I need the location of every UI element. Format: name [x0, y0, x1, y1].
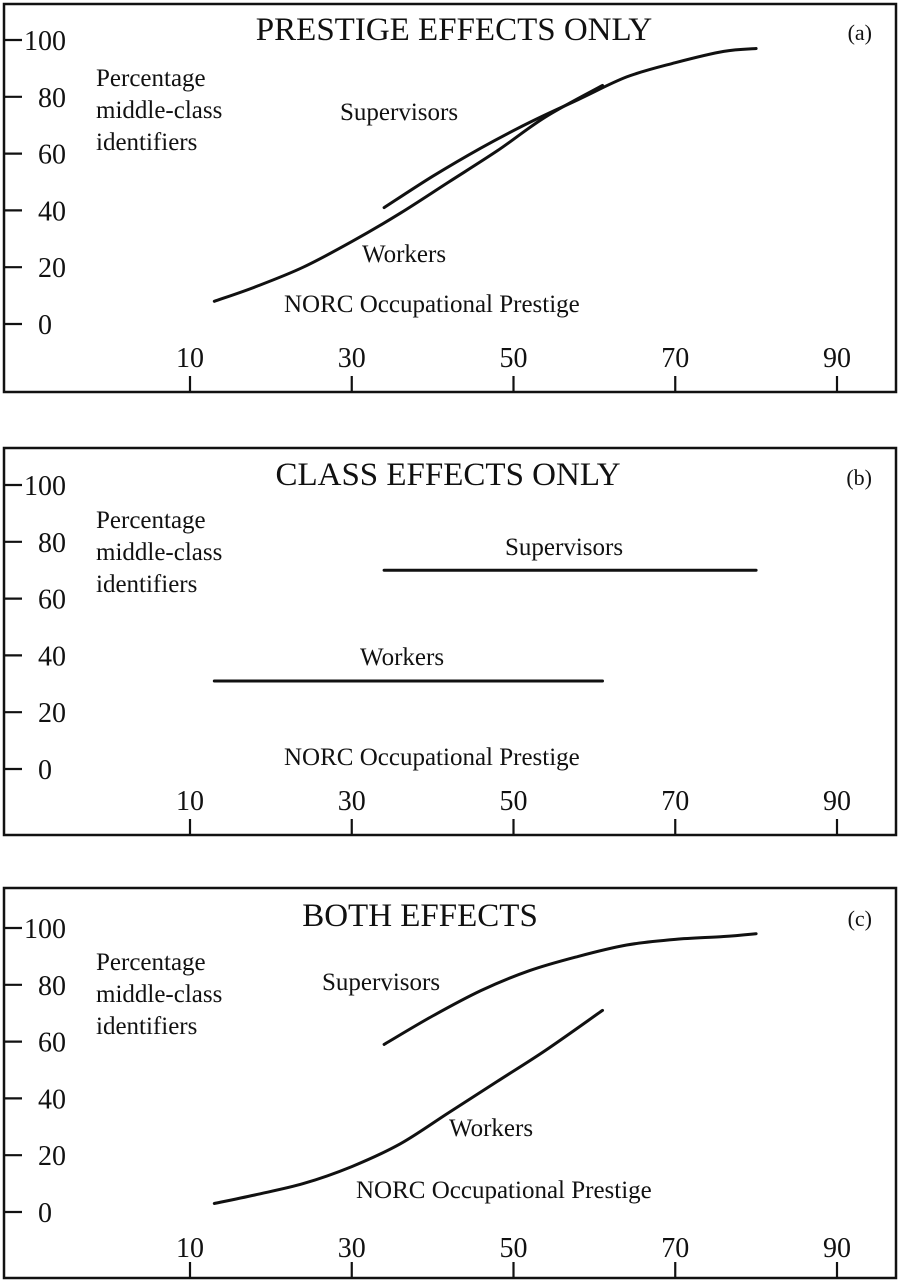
x-axis-label: NORC Occupational Prestige: [284, 291, 580, 318]
y-tick-label: 0: [38, 310, 52, 341]
y-axis-label: identifiers: [96, 1013, 198, 1040]
x-tick-label: 50: [499, 343, 528, 374]
y-tick-label: 0: [38, 1198, 52, 1229]
chart-panel-b: [4, 448, 896, 835]
y-axis-label: middle-class: [96, 981, 223, 1008]
y-tick-label: 60: [38, 139, 66, 171]
chart-title: BOTH EFFECTS: [302, 898, 538, 934]
panel-label: (a): [847, 20, 872, 45]
y-tick-label: 40: [38, 641, 66, 673]
y-axis-label: Percentage: [96, 949, 206, 976]
y-axis-label: identifiers: [96, 571, 198, 598]
y-axis-label: Percentage: [96, 507, 206, 534]
x-tick-label: 50: [499, 786, 528, 817]
y-axis-label: middle-class: [96, 97, 223, 124]
x-tick-label: 30: [337, 786, 366, 817]
y-axis-label: Percentage: [96, 65, 206, 92]
series-line-supervisors: [384, 49, 756, 208]
panel-frame: [4, 4, 896, 392]
chart-panel-a: [4, 4, 896, 392]
x-tick-label: 70: [661, 786, 690, 817]
y-tick-label: 20: [38, 698, 66, 730]
x-axis-label: NORC Occupational Prestige: [356, 1177, 652, 1204]
x-tick-label: 70: [661, 1233, 690, 1264]
y-tick-label: 60: [38, 584, 66, 616]
panel-label: (b): [846, 465, 872, 490]
chart-title: CLASS EFFECTS ONLY: [275, 457, 621, 493]
x-tick-label: 50: [499, 1233, 528, 1264]
x-tick-label: 70: [661, 343, 690, 374]
chart-title: PRESTIGE EFFECTS ONLY: [255, 12, 653, 48]
series-label-workers: Workers: [449, 1115, 534, 1142]
y-axis-label: middle-class: [96, 539, 223, 566]
y-tick-label: 60: [38, 1027, 66, 1059]
x-tick-label: 90: [823, 1233, 851, 1264]
x-tick-label: 30: [337, 1233, 366, 1264]
y-tick-label: 100: [24, 471, 66, 502]
series-label-workers: Workers: [360, 644, 445, 671]
x-tick-label: 90: [823, 786, 851, 817]
y-tick-label: 20: [38, 1141, 66, 1173]
y-tick-label: 80: [38, 527, 66, 559]
chart-panel-c: [4, 888, 896, 1278]
panel-frame: [4, 888, 896, 1278]
series-label-supervisors: Supervisors: [505, 534, 624, 561]
series-line-workers: [214, 1010, 602, 1203]
x-tick-label: 30: [337, 343, 366, 374]
y-tick-label: 80: [38, 970, 66, 1002]
x-tick-label: 10: [176, 343, 204, 374]
series-label-supervisors: Supervisors: [340, 99, 459, 126]
x-tick-label: 10: [176, 1233, 204, 1264]
x-tick-label: 10: [176, 786, 204, 817]
y-axis-label: identifiers: [96, 129, 198, 156]
panel-label: (c): [847, 906, 872, 931]
y-tick-label: 80: [38, 82, 66, 114]
series-label-workers: Workers: [362, 241, 447, 268]
y-tick-label: 40: [38, 196, 66, 228]
y-tick-label: 100: [24, 26, 66, 57]
y-tick-label: 40: [38, 1084, 66, 1116]
x-tick-label: 90: [823, 343, 851, 374]
series-label-supervisors: Supervisors: [322, 969, 441, 996]
y-tick-label: 20: [38, 253, 66, 285]
x-axis-label: NORC Occupational Prestige: [284, 744, 580, 771]
y-tick-label: 100: [24, 914, 66, 945]
y-tick-label: 0: [38, 755, 52, 786]
